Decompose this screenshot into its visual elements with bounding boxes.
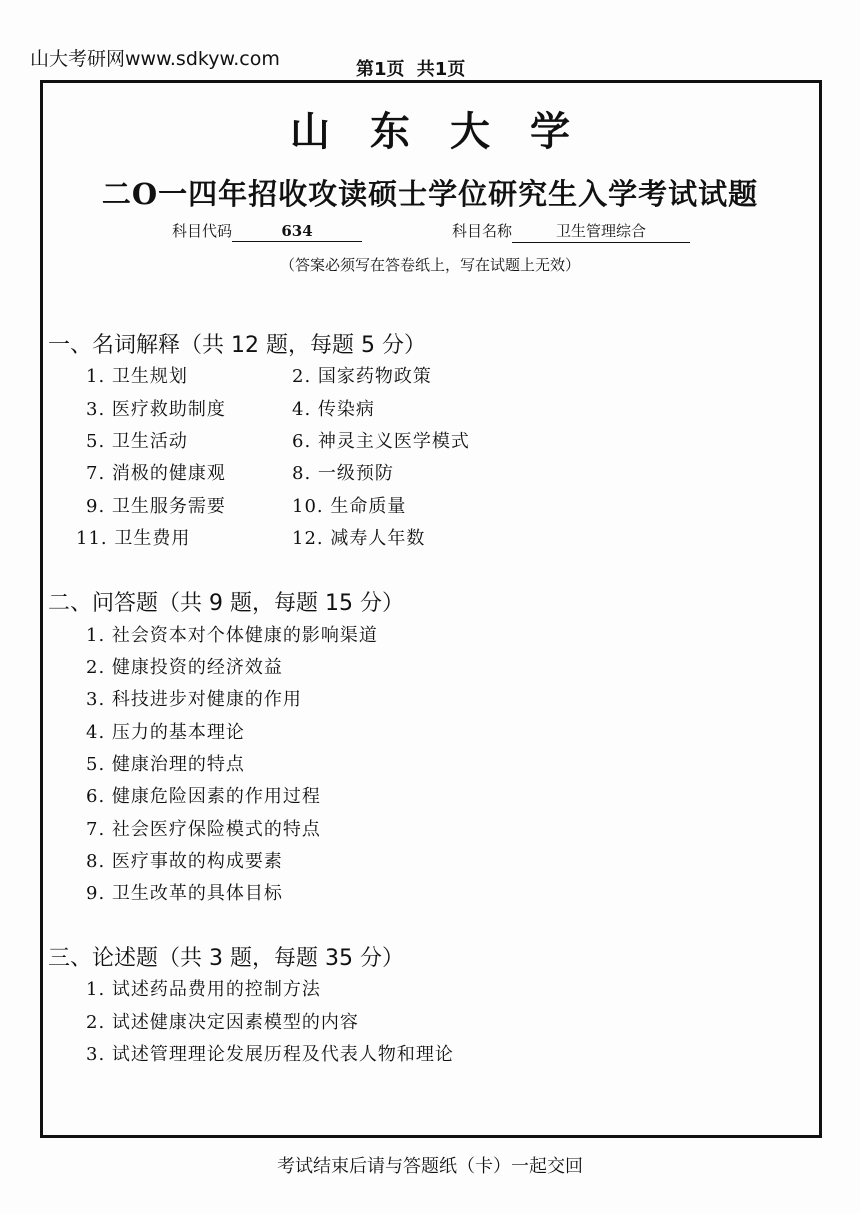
list-item: 3. 科技进步对健康的作用	[86, 689, 302, 710]
subject-name-label: 科目名称	[452, 222, 513, 240]
subject-code-label: 科目代码	[172, 222, 233, 240]
list-item: 1. 试述药品费用的控制方法	[86, 979, 321, 1000]
list-item: 12. 减寿人年数	[292, 528, 426, 549]
list-item: 9. 卫生服务需要	[86, 496, 226, 517]
list-item: 3. 试述管理理论发展历程及代表人物和理论	[86, 1044, 454, 1065]
list-item: 1. 社会资本对个体健康的影响渠道	[86, 625, 378, 646]
list-item: 1. 卫生规划	[86, 366, 188, 387]
section-heading-1: 一、名词解释（共 12 题，每题 5 分）	[48, 333, 426, 358]
list-item: 2. 健康投资的经济效益	[86, 657, 283, 678]
list-item: 6. 健康危险因素的作用过程	[86, 786, 321, 807]
list-item: 9. 卫生改革的具体目标	[86, 883, 283, 904]
list-item: 7. 社会医疗保险模式的特点	[86, 819, 321, 840]
list-item: 11. 卫生费用	[76, 528, 191, 549]
list-item: 3. 医疗救助制度	[86, 399, 226, 420]
section-heading-3: 三、论述题（共 3 题，每题 35 分）	[48, 946, 404, 971]
subject-name-row	[452, 220, 690, 243]
list-item: 5. 健康治理的特点	[86, 754, 245, 775]
list-item: 4. 传染病	[292, 399, 375, 420]
list-item: 6. 神灵主义医学模式	[292, 431, 470, 452]
list-item: 4. 压力的基本理论	[86, 722, 245, 743]
exam-title: 二O一四年招收攻读硕士学位研究生入学考试试题	[101, 177, 759, 211]
footer-note: 考试结束后请与答题纸（卡）一起交回	[277, 1156, 583, 1177]
list-item: 7. 消极的健康观	[86, 463, 226, 484]
section-heading-2: 二、问答题（共 9 题，每题 15 分）	[48, 591, 404, 616]
page-indicator: 第1页 共1页	[356, 59, 466, 80]
list-item: 8. 医疗事故的构成要素	[86, 851, 283, 872]
subject-code-value: 634	[232, 222, 362, 242]
exam-notice: （答案必须写在答卷纸上，写在试题上无效）	[279, 256, 580, 274]
list-item: 2. 试述健康决定因素模型的内容	[86, 1012, 359, 1033]
subject-code-row	[172, 220, 362, 242]
school-name: 山东大学	[290, 108, 610, 155]
watermark: 山大考研网www.sdkyw.com	[30, 48, 280, 70]
subject-name-value: 卫生管理综合	[512, 220, 690, 243]
list-item: 10. 生命质量	[292, 496, 407, 517]
list-item: 5. 卫生活动	[86, 431, 188, 452]
list-item: 2. 国家药物政策	[292, 366, 432, 387]
list-item: 8. 一级预防	[292, 463, 394, 484]
